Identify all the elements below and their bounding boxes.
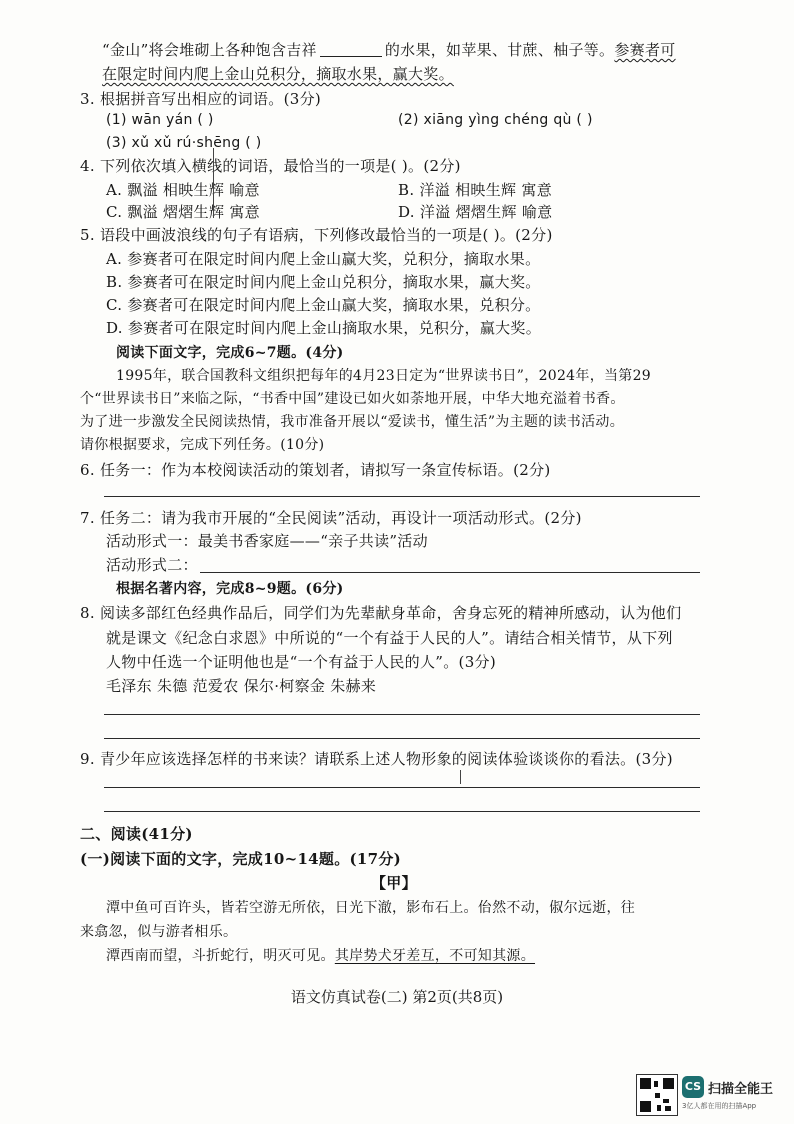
q3-item-3: (3) xǔ xǔ rú·shēng ( ) xyxy=(106,135,262,151)
qr-code-icon xyxy=(636,1074,678,1116)
activity-form-1: 活动形式一：最美书香家庭——“亲子共读”活动 xyxy=(106,532,428,550)
reading-6-7-heading: 阅读下面文字，完成6~7题。(4分) xyxy=(116,345,344,361)
underlined-sentence: 其岸势犬牙差互，不可知其源。 xyxy=(334,948,536,964)
question-5-stem: 5. 语段中画波浪线的句子有语病，下列修改最恰当的一项是( )。(2分) xyxy=(80,226,553,244)
q5-option-c[interactable]: C. 参赛者可在限定时间内爬上金山赢大奖，摘取水果，兑积分。 xyxy=(106,296,541,314)
question-7-stem: 7. 任务二：请为我市开展的“全民阅读”活动，再设计一项活动形式。(2分) xyxy=(80,509,582,527)
intro-line-1 xyxy=(102,40,676,60)
intro-line-2 xyxy=(102,64,454,84)
wavy-sentence: 参赛者可 xyxy=(614,41,676,59)
answer-line[interactable] xyxy=(104,738,700,739)
passage-line: 请你根据要求，完成下列任务。(10分) xyxy=(80,437,325,453)
scanner-tagline: 3亿人都在用的扫描App xyxy=(682,1102,757,1110)
q4-option-b[interactable]: B. 洋溢 相映生辉 寓意 xyxy=(398,181,552,199)
q4-option-d[interactable]: D. 洋溢 熠熠生辉 喻意 xyxy=(398,203,553,221)
text-jia-label: 【甲】 xyxy=(371,874,417,892)
q5-option-a[interactable]: A. 参赛者可在限定时间内爬上金山赢大奖，兑积分，摘取水果。 xyxy=(106,250,541,268)
passage-line: 1995年，联合国教科文组织把每年的4月23日定为“世界读书日”，2024年，当第29 xyxy=(116,368,652,384)
question-8-line-2: 就是课文《纪念白求恩》中所说的“一个有益于人民的人”。请结合相关情节，从下列 xyxy=(106,629,673,647)
wavy-sentence: 在限定时间内爬上金山兑积分，摘取水果，赢大奖。 xyxy=(102,65,454,83)
intro-text: 的水果，如苹果、甘蔗、柚子等。 xyxy=(384,41,615,59)
section-2-title: 二、阅读(41分) xyxy=(80,825,193,843)
intro-text: “金山”将会堆砌上各种饱含吉祥 xyxy=(102,41,317,59)
answer-line[interactable] xyxy=(200,572,700,573)
classical-text-line xyxy=(106,946,535,966)
passage-line: 个“世界读书日”来临之际，“书香中国”建设已如火如荼地开展，中华大地充溢着书香。 xyxy=(80,391,625,407)
q3-item-1: (1) wān yán ( ) xyxy=(106,112,214,128)
passage-line: 为了进一步激发全民阅读热情，我市准备开展以“爱读书，懂生活”为主题的读书活动。 xyxy=(80,414,625,430)
answer-line[interactable] xyxy=(104,811,700,812)
q4-option-c[interactable]: C. 飘溢 熠熠生辉 寓意 xyxy=(106,203,260,221)
section-2-subheading: (一)阅读下面的文字，完成10~14题。(17分) xyxy=(80,850,402,868)
q5-option-b[interactable]: B. 参赛者可在限定时间内爬上金山兑积分，摘取水果，赢大奖。 xyxy=(106,273,541,291)
answer-blank[interactable] xyxy=(320,42,382,57)
pen-mark xyxy=(213,148,214,218)
question-9-stem: 9. 青少年应该选择怎样的书来读？请联系上述人物形象的阅读体验谈谈你的看法。(3分) xyxy=(80,750,673,768)
q4-option-a[interactable]: A. 飘溢 相映生辉 喻意 xyxy=(106,181,260,199)
answer-line[interactable] xyxy=(104,787,700,788)
question-6-stem: 6. 任务一：作为本校阅读活动的策划者，请拟写一条宣传标语。(2分) xyxy=(80,461,551,479)
pen-mark xyxy=(460,770,461,784)
reading-8-9-heading: 根据名著内容，完成8~9题。(6分) xyxy=(116,581,344,597)
character-list: 毛泽东 朱德 范爱农 保尔·柯察金 朱赫来 xyxy=(106,677,377,695)
classical-text: 潭西南而望，斗折蛇行，明灭可见。 xyxy=(106,948,335,964)
question-3-stem: 3. 根据拼音写出相应的词语。(3分) xyxy=(80,90,322,108)
q3-item-2: (2) xiāng yìng chéng qù ( ) xyxy=(398,112,593,128)
classical-text-line: 来翕忽，似与游者相乐。 xyxy=(80,924,238,940)
classical-text-line: 潭中鱼可百许头，皆若空游无所依，日光下澈，影布石上。佁然不动，俶尔远逝，往 xyxy=(106,900,636,916)
camscanner-logo-icon: CS xyxy=(682,1076,704,1098)
q5-option-d[interactable]: D. 参赛者可在限定时间内爬上金山摘取水果，兑积分，赢大奖。 xyxy=(106,319,542,337)
question-4-stem: 4. 下列依次填入横线的词语，最恰当的一项是( )。(2分) xyxy=(80,157,461,175)
question-8-line-3: 人物中任选一个证明他也是“一个有益于人民的人”。(3分) xyxy=(106,653,496,671)
page-footer: 语文仿真试卷(二) 第2页(共8页) xyxy=(290,988,504,1006)
answer-line[interactable] xyxy=(104,714,700,715)
scanner-app-name: 扫描全能王 xyxy=(708,1082,774,1097)
question-8-line-1: 8. 阅读多部红色经典作品后，同学们为先辈献身革命，舍身忘死的精神所感动，认为他们 xyxy=(80,604,682,622)
answer-line[interactable] xyxy=(104,496,700,497)
activity-form-2-label: 活动形式二： xyxy=(106,556,198,574)
